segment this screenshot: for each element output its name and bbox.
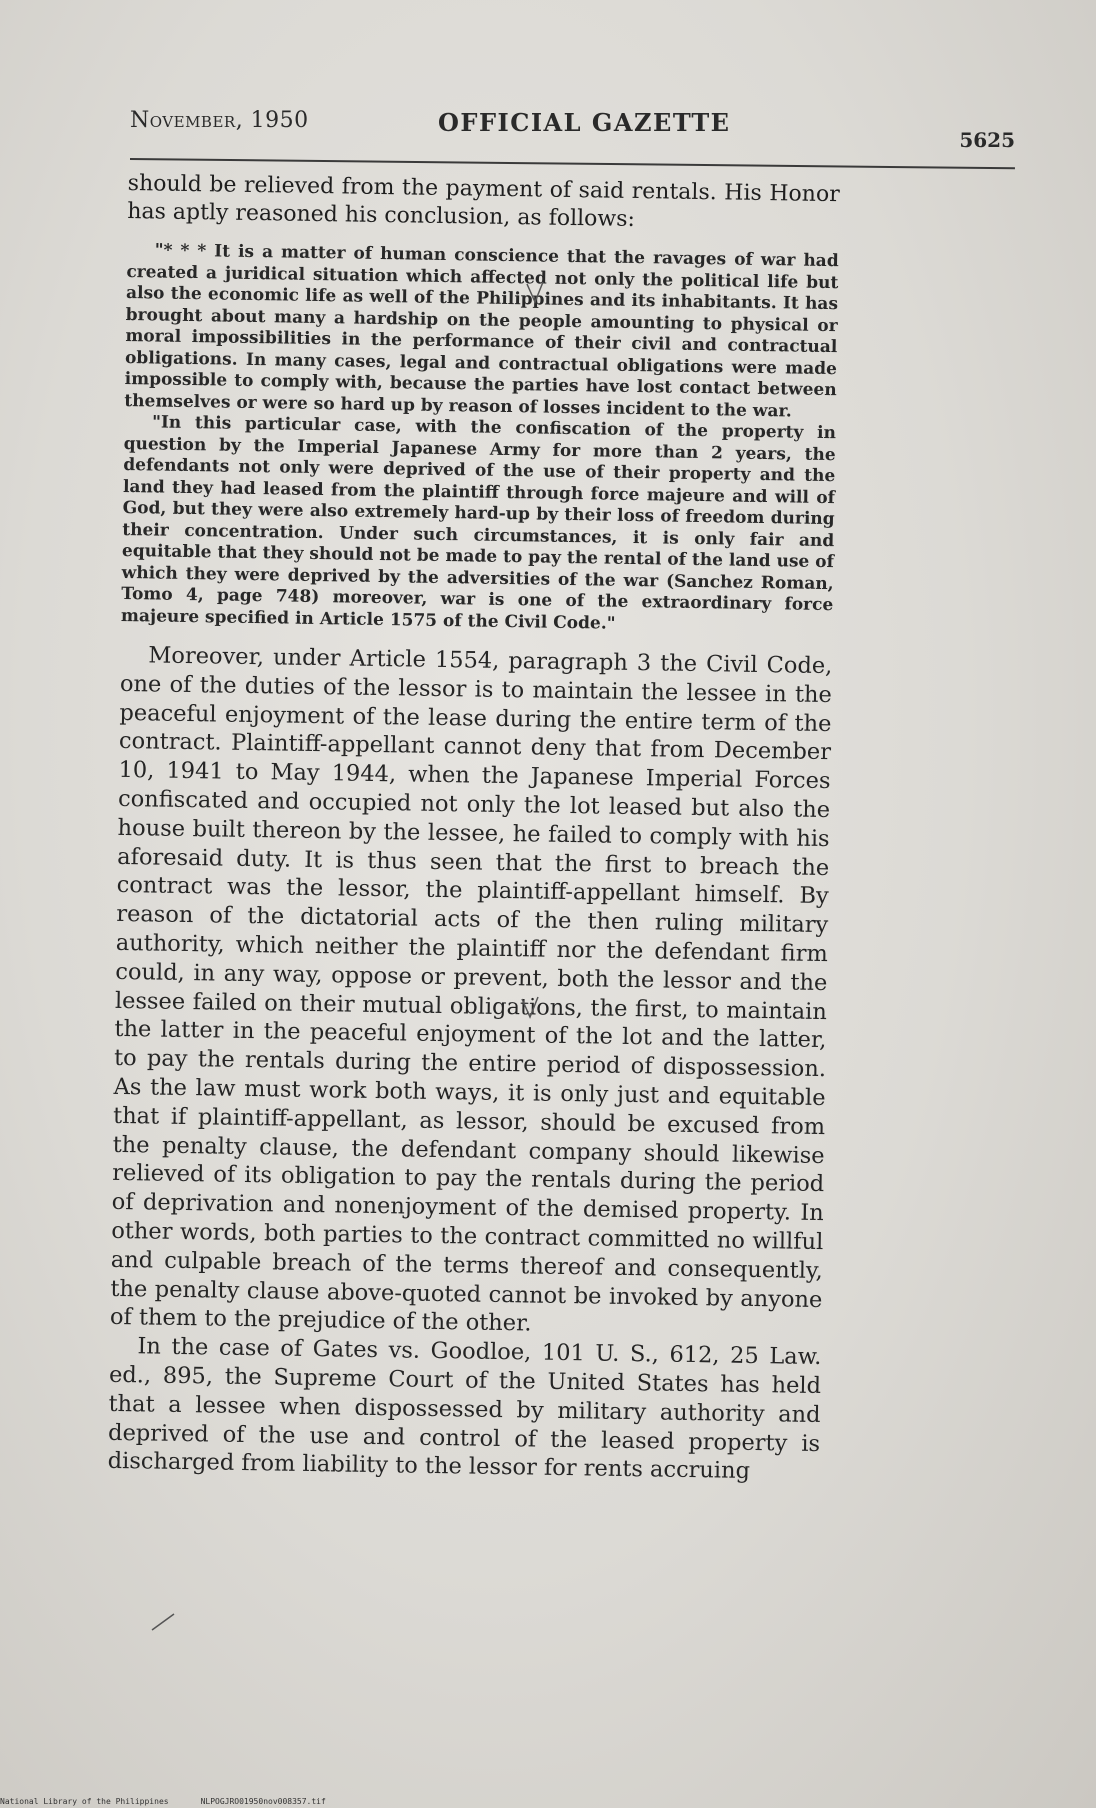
header-date: November, 1950 (130, 108, 309, 133)
footer-library: National Library of the Philippines (0, 1797, 169, 1806)
header-rule (130, 158, 1015, 169)
page-body (107, 170, 839, 1487)
block-quote (121, 240, 839, 638)
header-title: OFFICIAL GAZETTE (438, 108, 731, 137)
page-header (130, 108, 1015, 152)
body-paragraph: Moreover, under Article 1554, paragraph 3 the Civil Code, one of the duties of the lessor is to maintain the lessee in the peaceful enjoyment of the lease during the entire term of the contract. Plaintiff-appellant cannot deny that from December 10, 1941 to May 1944, when the Japanese Imperial Forces confiscated and occupied not only the lot leased but also the house built thereon by the lessee, he failed to comply with his aforesaid duty. It is thus seen that the first to breach the contract was the lessor, the plaintiff-appellant himself. By reason of the dictatorial acts of the then ruling military authority, which neither the plaintiff nor the defendant firm could, in any way, oppose or prevent, both the lessor and the lessee failed on their mutual obligations, the first, to maintain the latter in the peaceful enjoyment of the lot and the latter, to pay the rentals during the entire period of dispossession. As the law must work both ways, it is only just and equitable that if plaintiff-appellant, as lessor, should be excused from the penalty clause, the defendant company should likewise relieved of its obligation to pay the rentals during the period of deprivation and nonenjoyment of the demised property. In other words, both parties to the contract committed no willful and culpable breach of the terms thereof and consequently, the penalty clause above-quoted cannot be invoked by anyone of them to the prejudice of the other. (109, 642, 833, 1337)
quote-paragraph: "In this particular case, with the confiscation of the property in question by the Imperial Japanese Army for more than 2 years, the defendants not only were deprived of the use of their property and the land they had leased from the plaintiff through force majeure and will of God, but they were also extremely hard-up by their loss of freedom during their concentration. Under such circumstances, it is only fair and equitable that they should not be made to pay the rental of the land use of which they were deprived by the adversities of the war (Sanchez Roman, Tomo 4, page 748) moreover, war is one of the extraordinary force majeure specified in Article 1575 of the Civil Code." (120, 412, 837, 634)
pen-mark-icon (520, 995, 540, 1021)
pen-mark-icon (525, 280, 545, 306)
pen-mark-icon (150, 1612, 176, 1632)
scan-footer (0, 1797, 358, 1806)
intro-paragraph: should be relieved from the payment of said rentals. His Honor has aptly reasoned his conclusion, as follows: (127, 170, 840, 232)
quote-paragraph: "* * * It is a matter of human conscience that the ravages of war had created a juridical situation which affected not only the political life but also the economic life as well of the Philippines and its inhabitants. It has brought about many a hardship on the people amounting to physical or moral impossibilities in the performance of their civil and contractual obligations. In many cases, legal and contractual obligations were made impossible to comply with, because the parties have lost contact between themselves or were so hard up by reason of losses incident to the war. (124, 240, 839, 421)
body-paragraph: In the case of Gates vs. Goodloe, 101 U. S., 612, 25 Law. ed., 895, the Supreme Court of the United States has held that a lessee when dispossessed by military authority and deprived of the use and control of the leased property is discharged from liability to the lessor for rents accruing (107, 1333, 822, 1485)
header-page-number: 5625 (959, 128, 1015, 152)
footer-file-id: NLPOGJRO01950nov008357.tif (200, 1797, 326, 1806)
